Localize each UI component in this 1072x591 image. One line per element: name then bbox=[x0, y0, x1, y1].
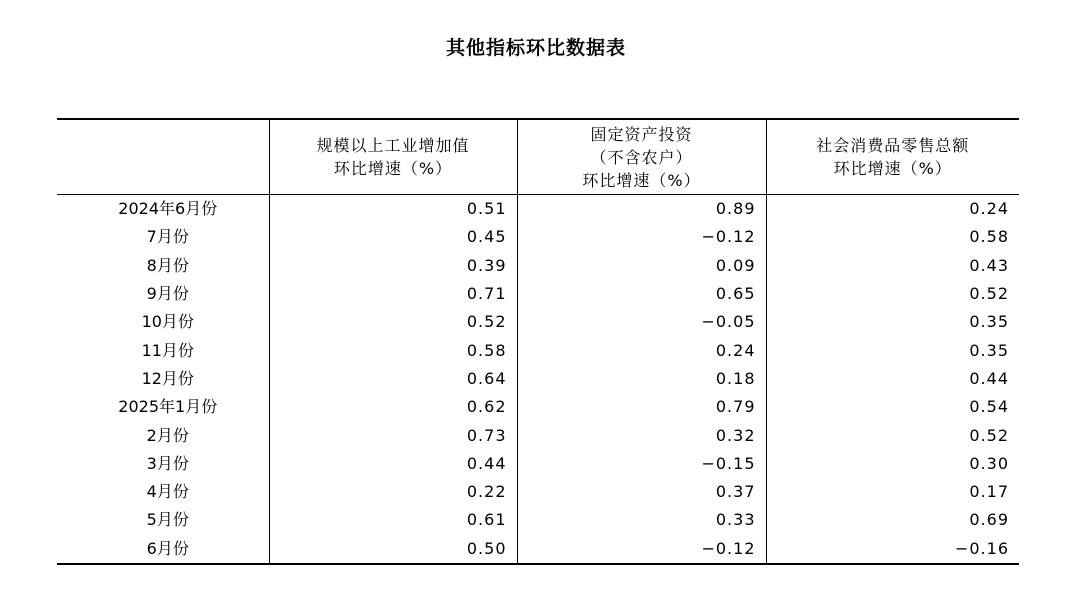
header-retail-line-2: 环比增速（%） bbox=[833, 159, 952, 178]
industry-growth-cell: 0.45 bbox=[269, 223, 517, 251]
header-industry-line-2: 环比增速（%） bbox=[333, 159, 453, 178]
table-row bbox=[57, 365, 1019, 393]
retail-growth-cell: 0.30 bbox=[766, 450, 1019, 478]
table-header bbox=[57, 119, 1019, 195]
header-investment bbox=[517, 119, 766, 195]
industry-growth-cell: 0.61 bbox=[269, 506, 517, 534]
retail-growth-cell: 0.35 bbox=[766, 308, 1019, 336]
table-row bbox=[57, 421, 1019, 449]
industry-growth-cell: 0.62 bbox=[269, 393, 517, 421]
industry-growth-cell: 0.51 bbox=[269, 195, 517, 224]
period-cell: 4月份 bbox=[146, 482, 189, 502]
investment-growth-cell: 0.65 bbox=[517, 280, 766, 308]
header-industry-line-1: 规模以上工业增加值 bbox=[316, 136, 470, 155]
table-row bbox=[57, 336, 1019, 364]
investment-growth-cell: −0.12 bbox=[517, 223, 766, 251]
table-row bbox=[57, 478, 1019, 506]
industry-growth-cell: 0.50 bbox=[269, 535, 517, 564]
period-cell: 2024年6月份 bbox=[118, 199, 218, 219]
industry-growth-cell: 0.39 bbox=[269, 252, 517, 280]
header-industry bbox=[269, 119, 517, 195]
header-row bbox=[57, 119, 1019, 195]
period-cell: 10月份 bbox=[141, 312, 194, 332]
period-cell: 2025年1月份 bbox=[118, 397, 218, 417]
table-row bbox=[57, 308, 1019, 336]
retail-growth-cell: 0.44 bbox=[766, 365, 1019, 393]
period-cell: 8月份 bbox=[146, 255, 189, 275]
industry-growth-cell: 0.52 bbox=[269, 308, 517, 336]
period-cell: 11月份 bbox=[141, 340, 194, 360]
investment-growth-cell: −0.05 bbox=[517, 308, 766, 336]
header-retail-line-1: 社会消费品零售总额 bbox=[816, 136, 970, 155]
industry-growth-cell: 0.71 bbox=[269, 280, 517, 308]
retail-growth-cell: 0.52 bbox=[766, 280, 1019, 308]
industry-growth-cell: 0.58 bbox=[269, 336, 517, 364]
retail-growth-cell: 0.54 bbox=[766, 393, 1019, 421]
investment-growth-cell: 0.79 bbox=[517, 393, 766, 421]
investment-growth-cell: 0.32 bbox=[517, 421, 766, 449]
header-investment-line-2: （不含农户） bbox=[590, 147, 693, 167]
industry-growth-cell: 0.64 bbox=[269, 365, 517, 393]
investment-growth-cell: 0.89 bbox=[517, 195, 766, 224]
table-row bbox=[57, 195, 1019, 224]
table-row bbox=[57, 223, 1019, 251]
investment-growth-cell: 0.24 bbox=[517, 336, 766, 364]
page-title: 其他指标环比数据表 bbox=[445, 37, 626, 59]
period-cell: 5月份 bbox=[146, 510, 189, 530]
table-row bbox=[57, 252, 1019, 280]
investment-growth-cell: 0.37 bbox=[517, 478, 766, 506]
table-row bbox=[57, 450, 1019, 478]
retail-growth-cell: 0.24 bbox=[766, 195, 1019, 224]
header-investment-line-1: 固定资产投资 bbox=[590, 124, 693, 144]
header-retail bbox=[766, 119, 1019, 195]
data-table bbox=[57, 118, 1019, 565]
table-row bbox=[57, 506, 1019, 534]
table-row bbox=[57, 280, 1019, 308]
investment-growth-cell: 0.33 bbox=[517, 506, 766, 534]
retail-growth-cell: 0.43 bbox=[766, 252, 1019, 280]
period-cell: 6月份 bbox=[57, 535, 269, 564]
investment-growth-cell: −0.12 bbox=[517, 535, 766, 564]
industry-growth-cell: 0.22 bbox=[269, 478, 517, 506]
industry-growth-cell: 0.73 bbox=[269, 421, 517, 449]
industry-growth-cell: 0.44 bbox=[269, 450, 517, 478]
period-cell: 12月份 bbox=[141, 368, 194, 388]
period-cell: 9月份 bbox=[146, 284, 189, 304]
table-row bbox=[57, 535, 1019, 564]
period-cell: 3月份 bbox=[146, 453, 189, 473]
header-period bbox=[57, 119, 269, 195]
retail-growth-cell: 0.17 bbox=[766, 478, 1019, 506]
retail-growth-cell: 0.58 bbox=[766, 223, 1019, 251]
retail-growth-cell: −0.16 bbox=[766, 535, 1019, 564]
investment-growth-cell: 0.09 bbox=[517, 252, 766, 280]
retail-growth-cell: 0.35 bbox=[766, 336, 1019, 364]
period-cell: 7月份 bbox=[146, 227, 189, 247]
table-row bbox=[57, 393, 1019, 421]
retail-growth-cell: 0.69 bbox=[766, 506, 1019, 534]
investment-growth-cell: 0.18 bbox=[517, 365, 766, 393]
period-cell: 2月份 bbox=[146, 425, 189, 445]
investment-growth-cell: −0.15 bbox=[517, 450, 766, 478]
table-body bbox=[57, 195, 1019, 564]
retail-growth-cell: 0.52 bbox=[766, 421, 1019, 449]
header-investment-line-3: 环比增速（%） bbox=[582, 170, 701, 190]
